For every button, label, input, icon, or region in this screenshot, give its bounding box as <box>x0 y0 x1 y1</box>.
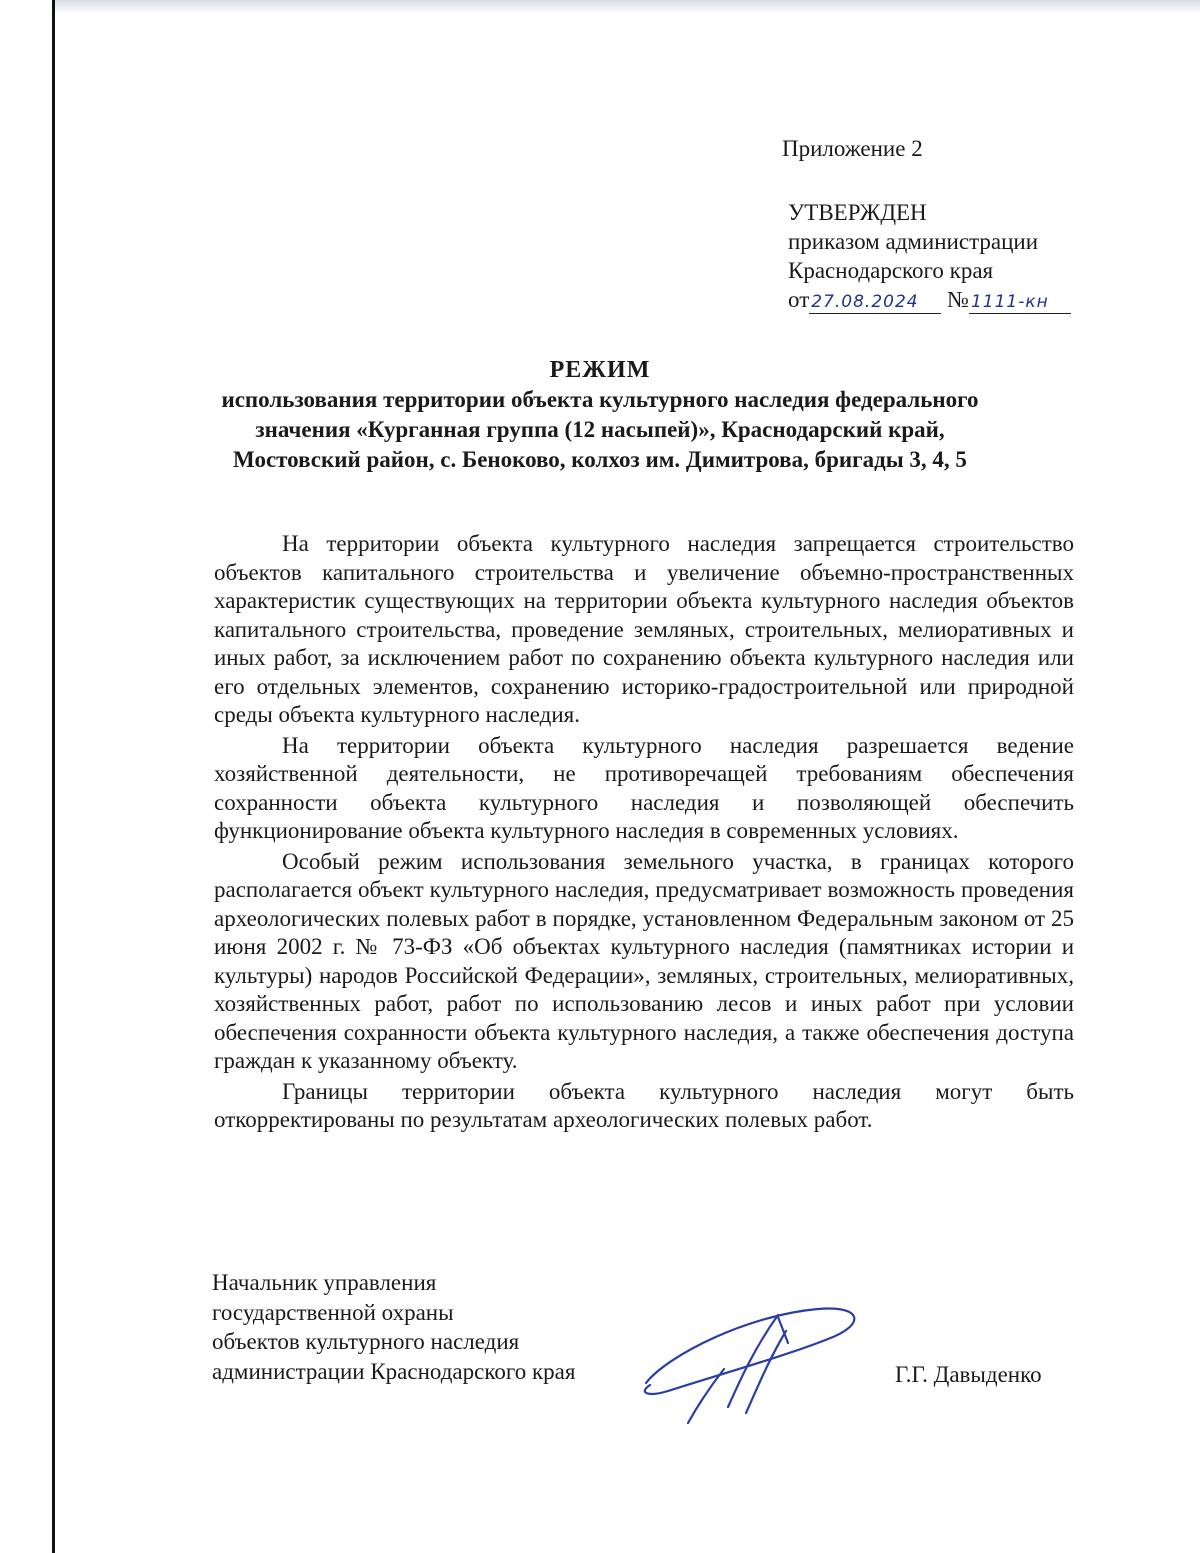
scan-shadow <box>55 0 1200 14</box>
scan-border <box>52 0 55 1553</box>
date-field <box>809 289 941 314</box>
appendix-label: Приложение 2 <box>782 136 923 161</box>
position-line-4: администрации Краснодарского края <box>212 1358 576 1384</box>
handwritten-date: 27.08.2024 <box>811 292 919 312</box>
number-prefix: № <box>947 287 969 312</box>
title-line-2: значения «Курганная группа (12 насыпей)», Краснодарский край, <box>255 417 945 442</box>
date-prefix: от <box>788 287 810 312</box>
position-line-2: государственной охраны <box>212 1299 454 1325</box>
title-heading: РЕЖИМ <box>549 357 651 383</box>
paragraph-boundaries: Границы территории объекта культурного наследия могут быть откорректированы по результатам археологических полевых работ. <box>214 1078 1074 1132</box>
paragraph-prohibition: На территории объекта культурного наследия запрещается строительство объектов капитального строительства и увеличение объемно-пространственных характеристик существующих на территории объекта культурного наследия объектов капитального строительства, проведение земляных, строительных, мелиоративных и иных работ, за исключением работ по сохранению объекта культурного наследия или его отдельных элементов, сохранению историко-градостроительной или природной среды объекта культурного наследия. <box>214 531 1074 727</box>
position-line-3: объектов культурного наследия <box>212 1329 520 1354</box>
approval-authority-line: Краснодарского края <box>788 258 994 283</box>
approval-stamp <box>788 198 1071 314</box>
document-title <box>150 355 1050 475</box>
position-line-1: Начальник управления <box>212 1270 437 1295</box>
handwritten-signature <box>628 1295 868 1445</box>
approval-status: УТВЕРЖДЕН <box>788 200 927 225</box>
approval-date-number <box>788 285 1071 314</box>
approval-order-line: приказом администрации <box>788 229 1039 254</box>
title-line-3: Мостовский район, с. Беноково, колхоз им. Димитрова, бригады 3, 4, 5 <box>233 447 967 472</box>
handwritten-number: 1111-кн <box>970 292 1049 312</box>
title-line-1: использования территории объекта культурного наследия федерального <box>221 387 979 412</box>
signatory-position <box>212 1268 575 1386</box>
document-body <box>214 530 1074 1135</box>
signer-name: Г.Г. Давыденко <box>895 1362 1042 1387</box>
paragraph-special-regime: Особый режим использования земельного участка, в границах которого располагается объект культурного наследия, предусматривает возможность проведения археологических полевых работ в порядке, установленном Федеральным законом от 25 июня 2002 г. № 73-ФЗ «Об объектах культурного наследия (памятниках истории и культуры) народов Российской Федерации», земляных, строительных, мелиоративных, хозяйственных работ, работ по использованию лесов и иных работ при условии обеспечения сохранности объекта культурного наследия, а также обеспечения доступа граждан к указанному объекту. <box>214 848 1074 1073</box>
number-field <box>969 289 1071 314</box>
paragraph-permission: На территории объекта культурного наследия разрешается ведение хозяйственной деятельности, не противоречащей требованиям обеспечения сохранности объекта культурного наследия и позволяющей обеспечить функционирование объекта культурного наследия в современных условиях. <box>214 732 1074 843</box>
